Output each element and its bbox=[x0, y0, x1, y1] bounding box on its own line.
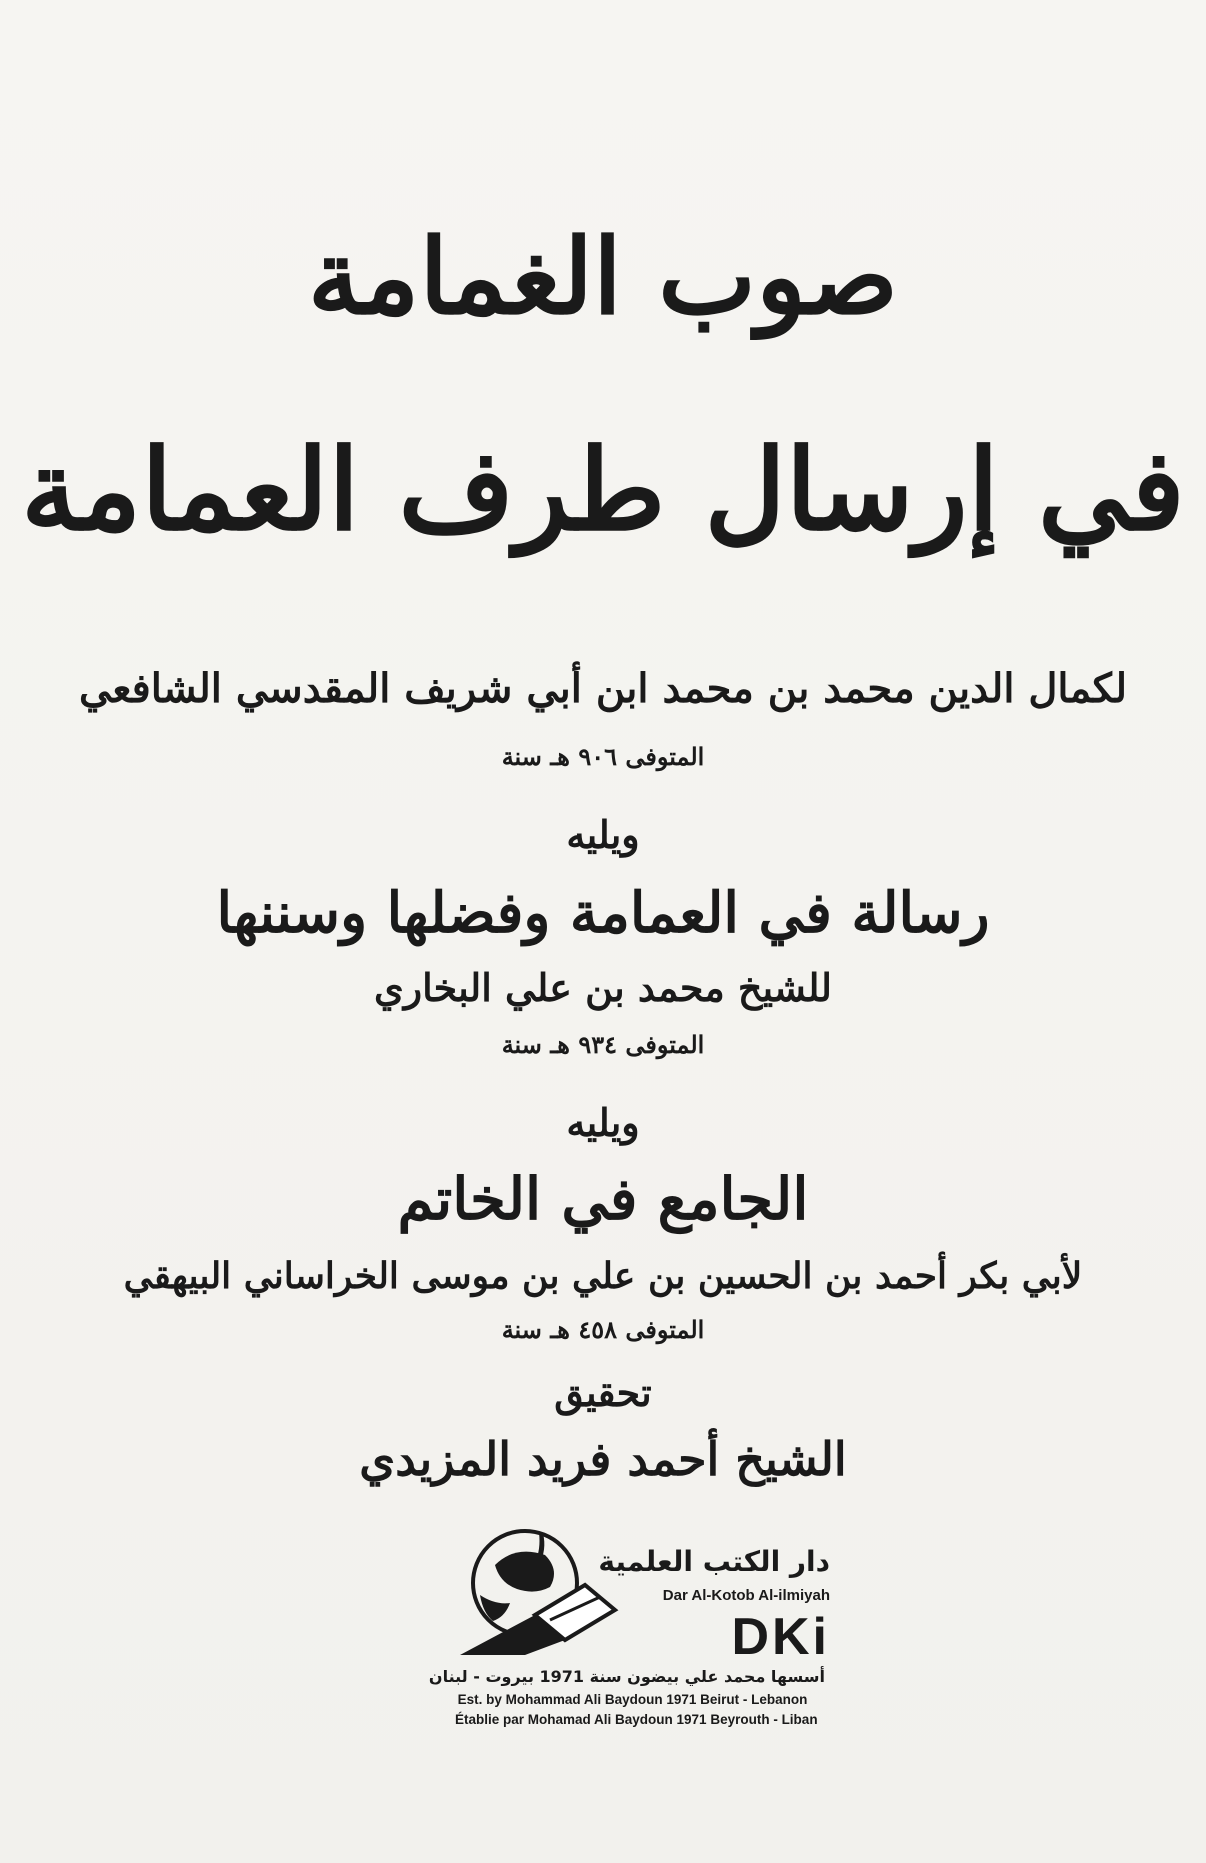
publisher-established-arabic: أسسها محمد علي بيضون سنة 1971 بيروت - لبنان bbox=[428, 1667, 825, 1686]
publisher-block bbox=[428, 1525, 830, 1710]
second-work-title: رسالة في العمامة وفضلها وسننها bbox=[216, 880, 990, 946]
death-date-1: المتوفى ٩٠٦ هـ سنة bbox=[501, 742, 705, 771]
book-title-line2: في إرسال طرف العمامة bbox=[21, 425, 1185, 556]
book-title-line1: صوب الغمامة bbox=[307, 215, 899, 338]
followed-by-1: ويليه bbox=[566, 812, 640, 857]
followed-by-2: ويليه bbox=[566, 1100, 640, 1145]
edited-by-label: تحقيق bbox=[554, 1370, 652, 1415]
publisher-name-english: Dar Al-Kotob Al-ilmiyah bbox=[662, 1587, 830, 1604]
third-work-title: الجامع في الخاتم bbox=[397, 1165, 809, 1233]
author-3: لأبي بكر أحمد بن الحسين بن علي بن موسى الخراساني البيهقي bbox=[123, 1255, 1083, 1297]
author-1: لكمال الدين محمد بن محمد ابن أبي شريف المقدسي الشافعي bbox=[78, 665, 1128, 712]
publisher-abbreviation: DKi bbox=[731, 1608, 830, 1666]
publisher-established-french: Établie par Mohamad Ali Baydoun 1971 Beyrouth - Liban bbox=[455, 1712, 818, 1727]
death-date-2: المتوفى ٩٣٤ هـ سنة bbox=[501, 1030, 705, 1059]
publisher-name-arabic: دار الكتب العلمية bbox=[598, 1545, 830, 1578]
author-2: للشيخ محمد بن علي البخاري bbox=[373, 965, 832, 1010]
editor-name: الشيخ أحمد فريد المزيدي bbox=[359, 1432, 847, 1486]
publisher-established-english: Est. by Mohammad Ali Baydoun 1971 Beirut - Lebanon bbox=[457, 1692, 808, 1707]
death-date-3: المتوفى ٤٥٨ هـ سنة bbox=[501, 1315, 705, 1344]
